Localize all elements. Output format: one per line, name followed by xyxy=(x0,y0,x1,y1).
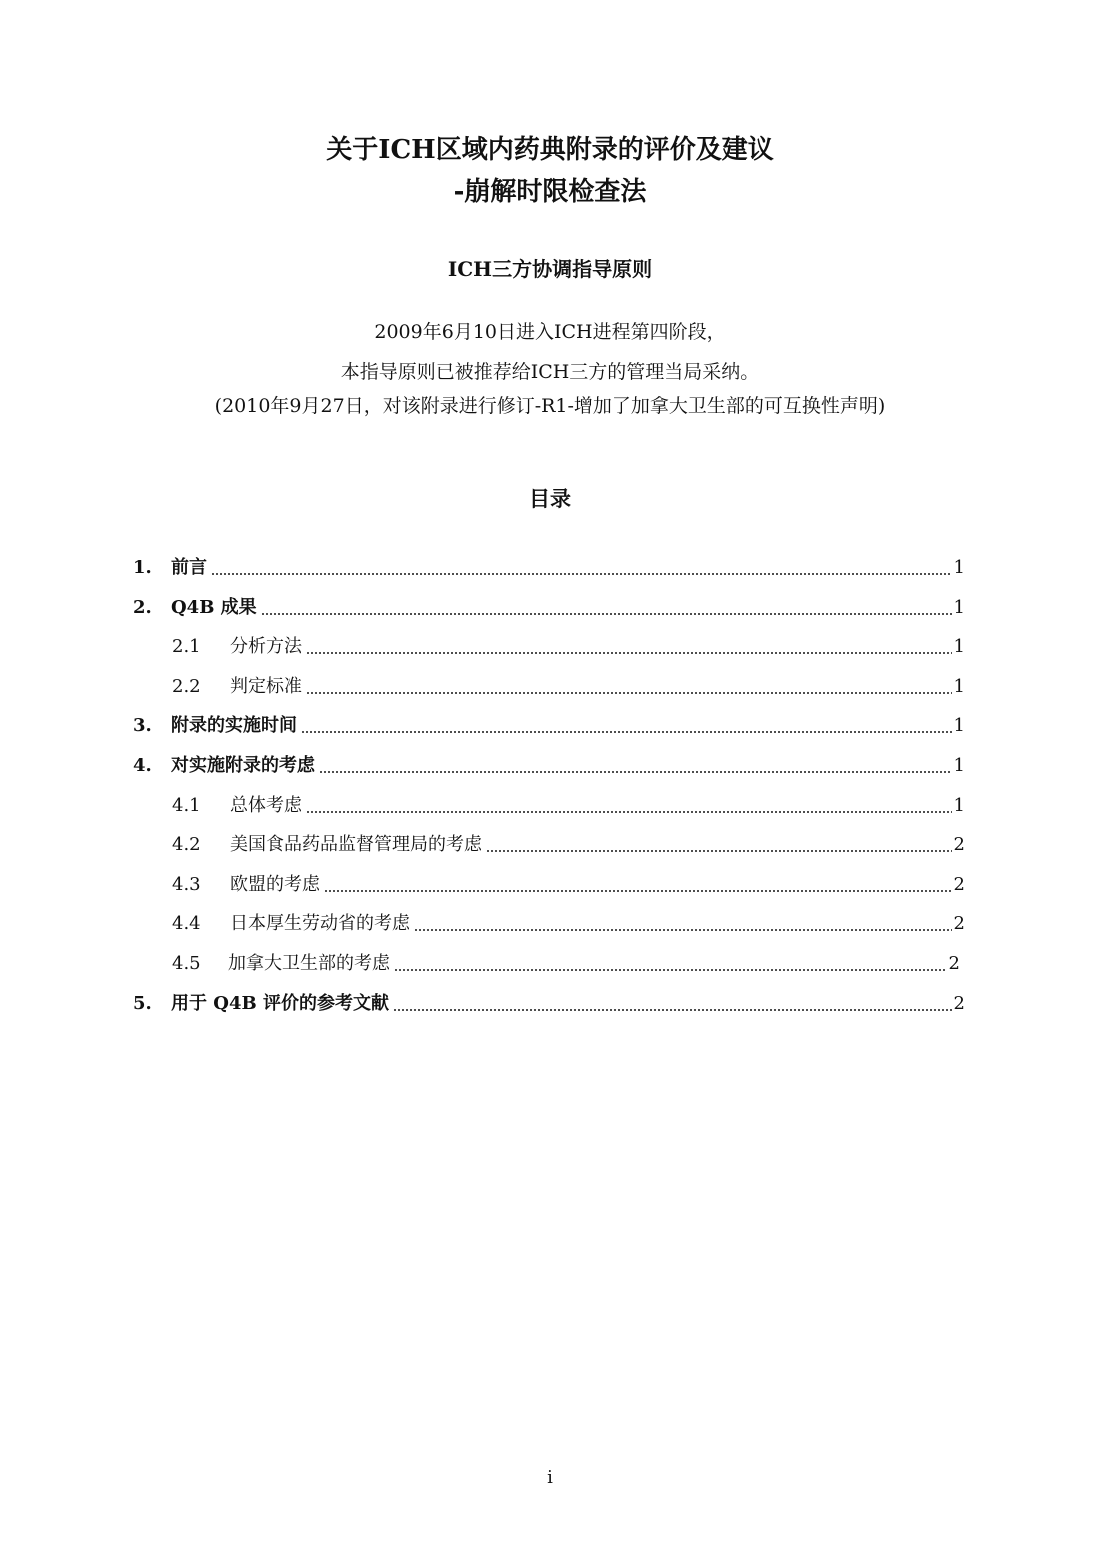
toc-entry-label: 加拿大卫生部的考虑 xyxy=(228,953,390,974)
toc-entry-implementation-timing[interactable] xyxy=(133,712,965,740)
toc-dot-leader xyxy=(394,950,947,972)
toc-entry-label: Q4B 成果 xyxy=(171,597,257,618)
toc-entry-label: 前言 xyxy=(171,557,207,578)
toc-entry-page: 2 xyxy=(953,913,965,934)
toc-dot-leader xyxy=(393,990,952,1012)
toc-entry-number: 4. xyxy=(133,755,152,776)
toc-entry-label: 附录的实施时间 xyxy=(171,715,297,736)
toc-entry-label: 欧盟的考虑 xyxy=(230,874,320,895)
toc-entry-label: 判定标准 xyxy=(230,676,302,697)
page-number: i xyxy=(547,1467,553,1488)
toc-entry-page: 1 xyxy=(953,557,965,578)
toc-dot-leader xyxy=(414,910,952,932)
toc-dot-leader xyxy=(301,712,952,734)
toc-entry-number: 4.2 xyxy=(172,834,201,855)
toc-entry-page: 2 xyxy=(953,874,965,895)
toc-entry-page: 1 xyxy=(953,636,965,657)
toc-entry-analytical-procedures[interactable] xyxy=(172,633,965,661)
toc-entry-number: 5. xyxy=(133,993,152,1014)
toc-dot-leader xyxy=(486,831,952,853)
toc-entry-references[interactable] xyxy=(133,990,965,1018)
toc-entry-mhlw-consideration[interactable] xyxy=(172,910,965,938)
toc-entry-label: 总体考虑 xyxy=(230,795,302,816)
toc-dot-leader xyxy=(261,594,952,616)
toc-entry-foreword[interactable] xyxy=(133,554,965,582)
toc-heading: 目录 xyxy=(529,486,571,511)
toc-entry-fda-consideration[interactable] xyxy=(172,831,965,859)
toc-entry-implementation-considerations[interactable] xyxy=(133,752,965,780)
toc-entry-label: 用于 Q4B 评价的参考文献 xyxy=(171,993,389,1014)
document-title-line-1: 关于ICH区域内药典附录的评价及建议 xyxy=(326,135,774,165)
toc-entry-number: 4.3 xyxy=(172,874,201,895)
toc-entry-number: 4.4 xyxy=(172,913,201,934)
toc-entry-number: 4.5 xyxy=(172,953,201,974)
toc-dot-leader xyxy=(306,792,952,814)
toc-entry-page: 1 xyxy=(953,795,965,816)
toc-entry-label: 美国食品药品监督管理局的考虑 xyxy=(230,834,482,855)
toc-entry-number: 4.1 xyxy=(172,795,201,816)
toc-entry-page: 1 xyxy=(953,755,965,776)
toc-entry-page: 2 xyxy=(953,834,965,855)
toc-entry-eu-consideration[interactable] xyxy=(172,871,965,899)
toc-dot-leader xyxy=(211,554,952,576)
toc-dot-leader xyxy=(324,871,952,893)
revision-info-line: (2010年9月27日，对该附录进行修订-R1-增加了加拿大卫生部的可互换性声明) xyxy=(214,395,886,417)
toc-dot-leader xyxy=(319,752,952,774)
toc-entry-general-consideration[interactable] xyxy=(172,792,965,820)
toc-entry-number: 3. xyxy=(133,715,152,736)
toc-entry-label: 日本厚生劳动省的考虑 xyxy=(230,913,410,934)
toc-entry-q4b-outcome[interactable] xyxy=(133,594,965,622)
document-title-line-2: -崩解时限检查法 xyxy=(453,177,647,207)
toc-dot-leader xyxy=(306,633,952,655)
toc-entry-number: 2.1 xyxy=(172,636,201,657)
toc-entry-page: 2 xyxy=(948,953,960,974)
toc-entry-page: 1 xyxy=(953,676,965,697)
recommendation-info-line: 本指导原则已被推荐给ICH三方的管理当局采纳。 xyxy=(340,361,760,383)
toc-entry-page: 1 xyxy=(953,597,965,618)
toc-entry-number: 1. xyxy=(133,557,152,578)
stage-info-line: 2009年6月10日进入ICH进程第四阶段， xyxy=(374,321,726,343)
toc-entry-health-canada-consideration[interactable] xyxy=(172,950,960,978)
toc-dot-leader xyxy=(306,673,952,695)
toc-entry-page: 2 xyxy=(953,993,965,1014)
toc-entry-label: 对实施附录的考虑 xyxy=(171,755,315,776)
toc-entry-page: 1 xyxy=(953,715,965,736)
toc-entry-acceptance-criteria[interactable] xyxy=(172,673,965,701)
document-subtitle: ICH三方协调指导原则 xyxy=(447,257,653,281)
toc-entry-number: 2. xyxy=(133,597,152,618)
toc-entry-number: 2.2 xyxy=(172,676,201,697)
toc-entry-label: 分析方法 xyxy=(230,636,302,657)
